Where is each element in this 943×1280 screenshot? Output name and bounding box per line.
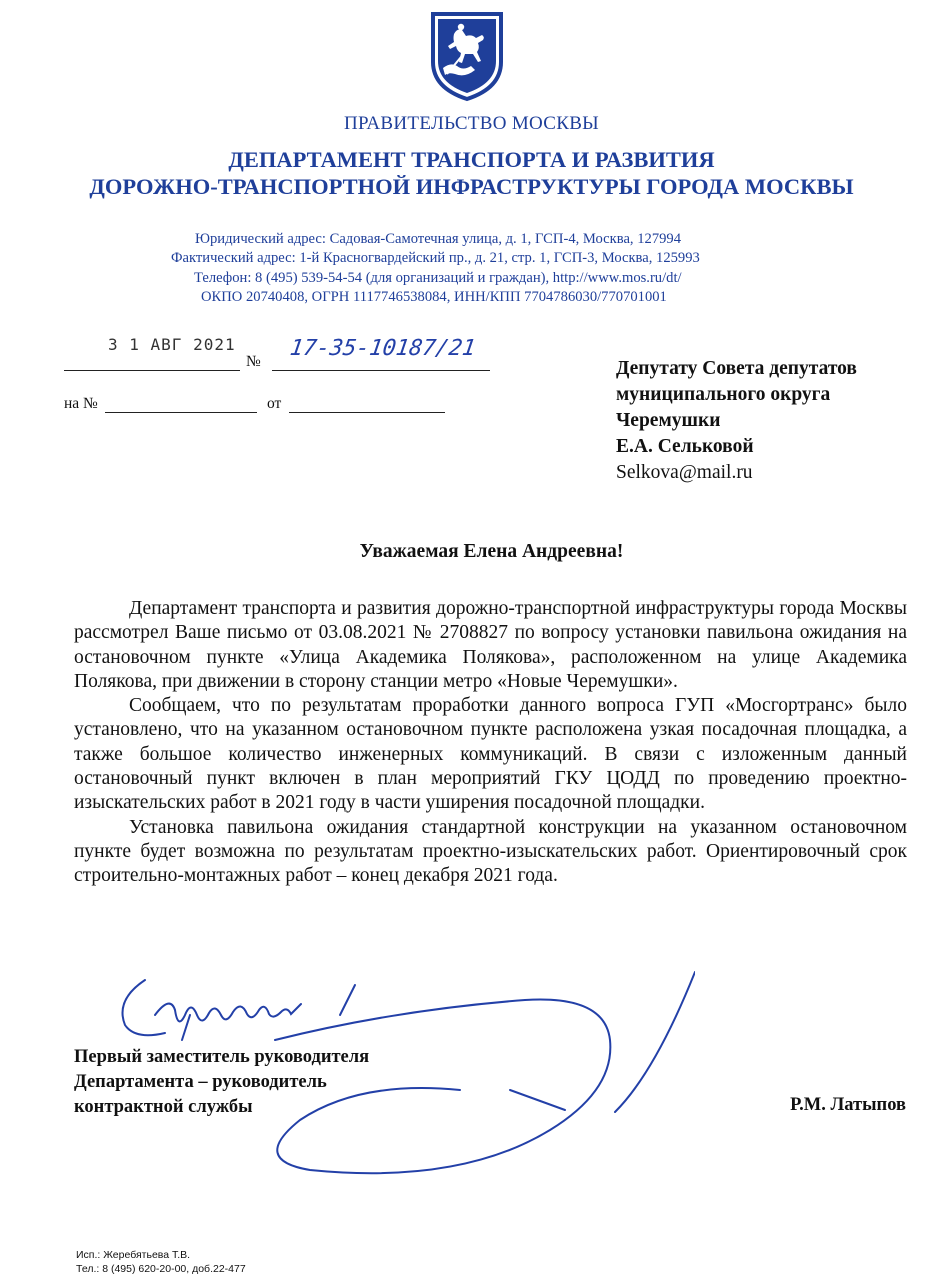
ref-date-label: от [267, 395, 282, 412]
date-underline [64, 370, 240, 371]
recipient-name: Е.А. Сельковой [616, 436, 754, 457]
number-underline [272, 370, 490, 371]
registration-number: 17-35-10187/21 [288, 336, 478, 361]
date-stamp: 3 1 АВГ 2021 [108, 335, 236, 354]
signatory-title-line2: Департамента – руководитель [74, 1072, 327, 1092]
paragraph-3: Установка павильона ожидания стандартной конструкции на указанном остановочном пункте будет возможна по результатам проектно-изыскательских работ. Ориентировочный срок строительно-монтажных работ – конец декабря 2021 года. [74, 816, 907, 887]
actual-address: Фактический адрес: 1-й Красногвардейский пр., д. 21, стр. 1, ГСП-3, Москва, 125993 [171, 250, 700, 266]
executor-phone: Тел.: 8 (495) 620-20-00, доб.22-477 [76, 1263, 246, 1275]
signatory-title-line1: Первый заместитель руководителя [74, 1047, 370, 1067]
number-sign: № [246, 353, 261, 370]
paragraph-1: Департамент транспорта и развития дорожно-транспортной инфраструктуры города Москвы рассмотрел Ваше письмо от 03.08.2021 № 2708827 по вопросу установки павильона ожидания на остановочном пункте «Улица Академика Полякова», расположенном на улице Академика Полякова, при движении в сторону станции метро «Новые Черемушки». [74, 598, 907, 692]
phone-line: Телефон: 8 (495) 539-54-54 (для организаций и граждан), http://www.mos.ru/dt/ [194, 270, 682, 286]
ref-date-underline [289, 412, 445, 413]
executor-name: Исп.: Жеребятьева Т.В. [76, 1249, 191, 1261]
legal-address: Юридический адрес: Садовая-Самотечная улица, д. 1, ГСП-4, Москва, 127994 [195, 231, 682, 247]
recipient-line3: Черемушки [616, 410, 721, 431]
registration-codes: ОКПО 20740408, ОГРН 1117746538084, ИНН/КПП 7704786030/770701001 [201, 289, 667, 305]
department-name-line1: ДЕПАРТАМЕНТ ТРАНСПОРТА И РАЗВИТИЯ [228, 147, 715, 172]
ref-number-label: на № [64, 395, 98, 412]
recipient-line1: Депутату Совета депутатов [616, 358, 857, 379]
letter-body [74, 597, 907, 889]
handwritten-signature [95, 940, 695, 1180]
department-name-line2: ДОРОЖНО-ТРАНСПОРТНОЙ ИНФРАСТРУКТУРЫ ГОРОДА МОСКВЫ [89, 174, 854, 199]
ref-number-underline [105, 412, 257, 413]
government-name: ПРАВИТЕЛЬСТВО МОСКВЫ [343, 113, 600, 134]
greeting: Уважаемая Елена Андреевна! [359, 541, 624, 562]
signatory-title-line3: контрактной службы [74, 1097, 253, 1117]
executor-block [76, 1248, 246, 1276]
signatory-name: Р.М. Латыпов [790, 1095, 906, 1115]
paragraph-2: Сообщаем, что по результатам проработки данного вопроса ГУП «Мосгортранс» было установлено, что на указанном остановочном пункте расположена узкая посадочная площадка, а также большое количество инженерных коммуникаций. В связи с изложенным данный остановочный пункт включен в план мероприятий ГКУ ЦОДД по проведению проектно-изыскательских работ в 2021 году в части уширения посадочной площадки. [74, 695, 907, 814]
recipient-line2: муниципального округа [616, 384, 831, 405]
moscow-coat-of-arms-icon [427, 10, 507, 102]
recipient-block [616, 356, 936, 486]
recipient-email: Selkova@mail.ru [616, 462, 753, 483]
